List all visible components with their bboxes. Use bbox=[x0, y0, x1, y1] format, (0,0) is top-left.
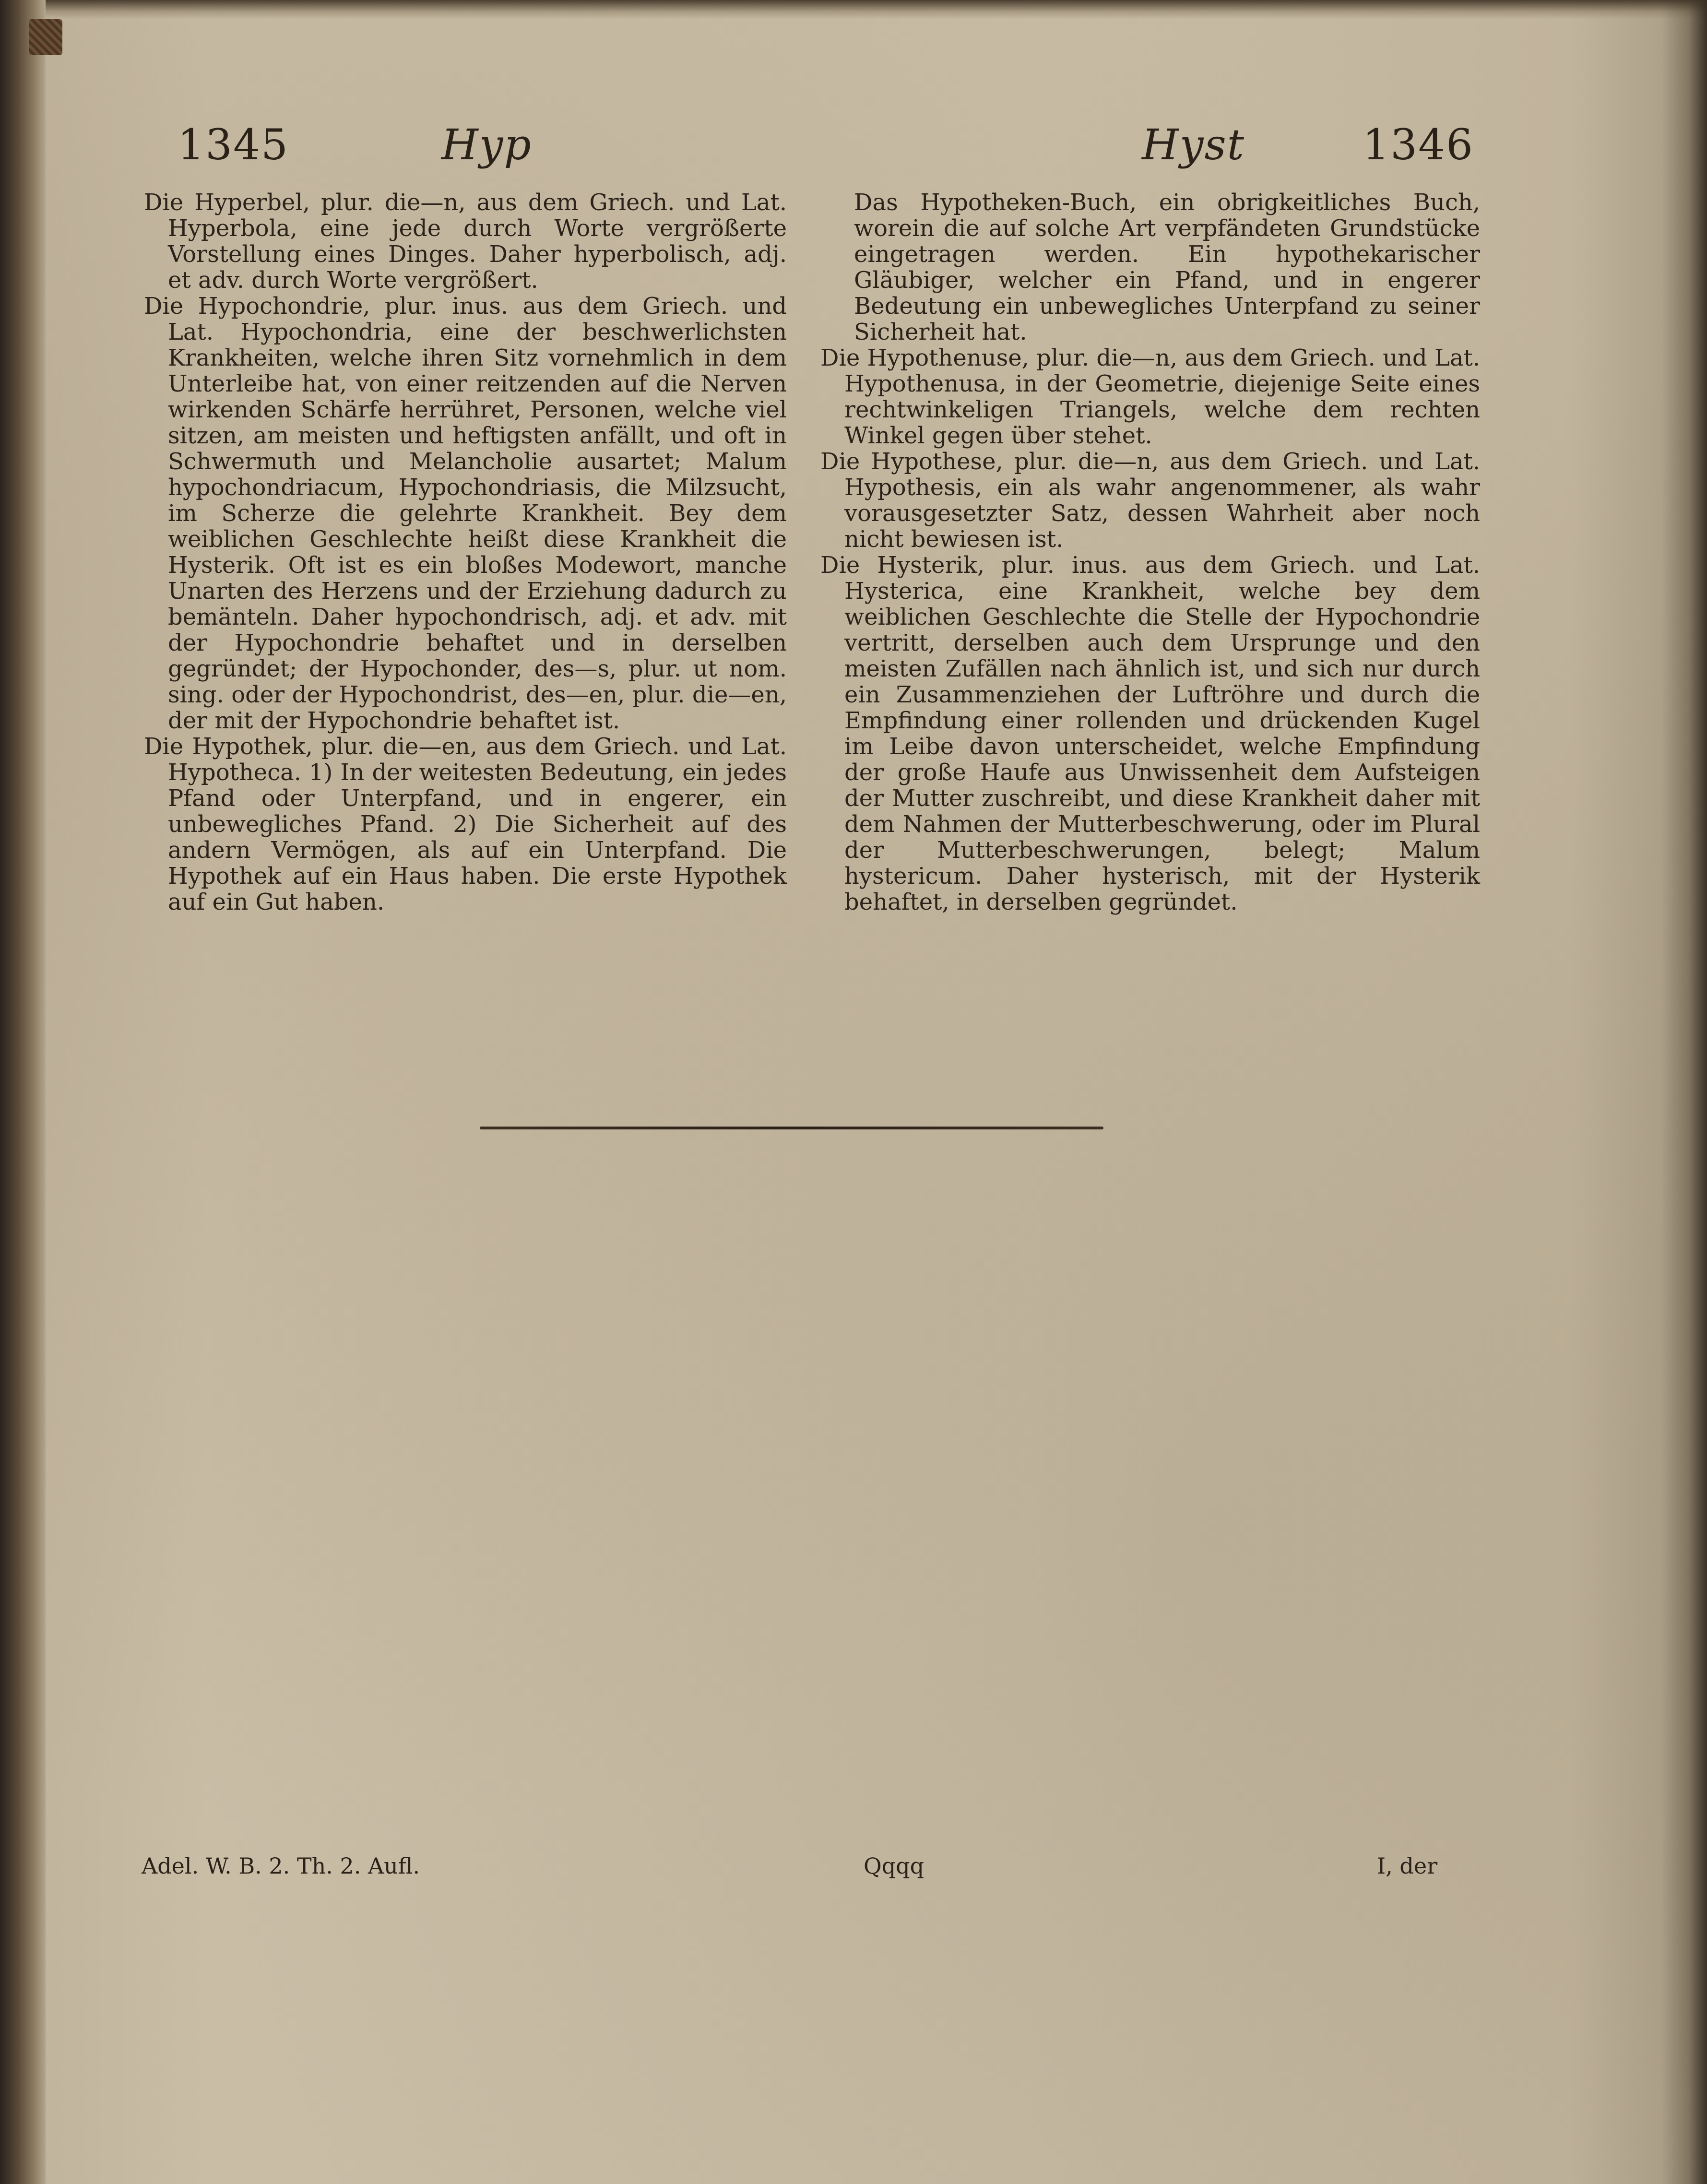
page-number-right: 1346 bbox=[1363, 120, 1474, 169]
dictionary-entry: Die Hypothenuse, plur. die—n, aus dem Griech. und Lat. Hypothenusa, in der Geometrie, diejenige Seite eines rechtwinkeligen Triangels, welche dem rechten Winkel gegen über stehet. bbox=[820, 344, 1480, 449]
dictionary-entry: Die Hysterik, plur. inus. aus dem Griech. und Lat. Hysterica, eine Krankheit, welche bey dem weiblichen Geschlechte die Stelle der Hypochondrie vertritt, derselben auch dem Ursprunge und den meisten Zufällen nach ähnlich ist, und sich nur durch ein Zusammenziehen der Luftröhre und durch die Empfindung einer rollenden und drückenden Kugel im Leibe davon unterscheidet, welche Empfindung der große Haufe aus Unwissenheit dem Aufsteigen der Mutter zuschreibt, und diese Krankheit daher mit dem Nahmen der Mutterbeschwerung, oder im Plural der Mutterbeschwerungen, belegt; Malum hystericum. Daher hysterisch, mit der Hysterik behaftet, in derselben gegründet. bbox=[820, 552, 1480, 915]
spine-thread bbox=[29, 19, 62, 55]
running-head-right: Hyst bbox=[1142, 120, 1245, 169]
right-column bbox=[820, 190, 1480, 915]
running-head-left: Hyp bbox=[441, 120, 532, 169]
dictionary-entry: Die Hyperbel, plur. die—n, aus dem Griech. und Lat. Hyperbola, eine jede durch Worte vergrößerte Vorstellung eines Dinges. Daher hyperbolisch, adj. et adv. durch Worte vergrößert. bbox=[144, 189, 787, 294]
page-top-edge bbox=[0, 0, 1707, 19]
catchword: I, der bbox=[1377, 1853, 1438, 1879]
left-column bbox=[144, 190, 787, 915]
signature-mark: Qqqq bbox=[864, 1853, 925, 1879]
page-right-edge bbox=[1661, 0, 1707, 2184]
dictionary-entry: Die Hypothek, plur. die—en, aus dem Griech. und Lat. Hypotheca. 1) In der weitesten Bedeutung, ein jedes Pfand oder Unterpfand, und in engerer, ein unbewegliches Pfand. 2) Die Sicherheit auf des andern Vermögen, als auf ein Unterpfand. Die Hypothek auf ein Haus haben. Die erste Hypothek auf ein Gut haben. bbox=[144, 733, 787, 915]
dictionary-entry: Die Hypochondrie, plur. inus. aus dem Griech. und Lat. Hypochondria, eine der beschwerlichsten Krankheiten, welche ihren Sitz vornehmlich in dem Unterleibe hat, von einer reitzenden auf die Nerven wirkenden Schärfe herrühret, Personen, welche viel sitzen, am meisten und heftigsten anfällt, und oft in Schwermuth und Melancholie ausartet; Malum hypochondriacum, Hypochondriasis, die Milzsucht, im Scherze die gelehrte Krankheit. Bey dem weiblichen Geschlechte heißt diese Krankheit die Hysterik. Oft ist es ein bloßes Modewort, manche Unarten des Herzens und der Erziehung dadurch zu bemänteln. Daher hypochondrisch, adj. et adv. mit der Hypochondrie behaftet und in derselben gegründet; der Hypochonder, des—s, plur. ut nom. sing. oder der Hypochondrist, des—en, plur. die—en, der mit der Hypochondrie behaftet ist. bbox=[144, 293, 787, 734]
signature-line: Adel. W. B. 2. Th. 2. Aufl. bbox=[142, 1853, 420, 1879]
dictionary-entry: Die Hypothese, plur. die—n, aus dem Griech. und Lat. Hypothesis, ein als wahr angenommener, als wahr vorausgesetzter Satz, dessen Wahrheit aber noch nicht bewiesen ist. bbox=[820, 448, 1480, 553]
dictionary-entry-continuation: Das Hypotheken-Buch, ein obrigkeitliches Buch, worein die auf solche Art verpfändeten Grundstücke eingetragen werden. Ein hypothekarischer Gläubiger, welcher ein Pfand, und in engerer Bedeutung ein unbewegliches Unterpfand zu seiner Sicherheit hat. bbox=[854, 189, 1480, 345]
book-spine bbox=[0, 0, 46, 2184]
end-of-section-rule bbox=[480, 1127, 1103, 1129]
page-number-left: 1345 bbox=[178, 120, 289, 169]
